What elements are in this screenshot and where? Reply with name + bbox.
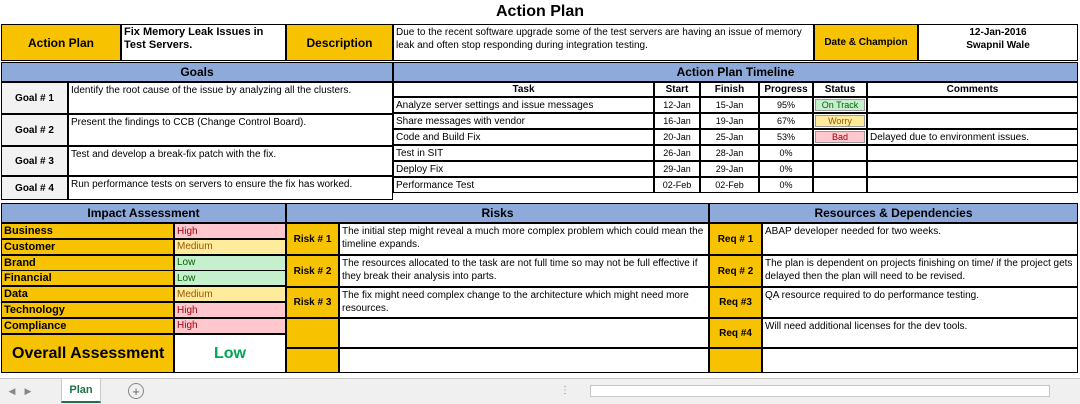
impact-area: Business [1,223,174,239]
start-cell[interactable]: 12-Jan [654,97,700,113]
task-cell[interactable]: Share messages with vendor [393,113,654,129]
task-cell[interactable]: Code and Build Fix [393,129,654,145]
requirement-label [709,348,762,373]
goal-text[interactable]: Run performance tests on servers to ensure the fix has worked. [68,176,393,200]
goal-text[interactable]: Test and develop a break-fix patch with the fix. [68,146,393,176]
champion-text: Swapnil Wale [966,40,1030,51]
date-champion-label: Date & Champion [814,24,918,61]
horizontal-scrollbar[interactable] [590,385,1050,397]
comment-cell[interactable]: Delayed due to environment issues. [867,129,1078,145]
title-text: Action Plan [495,3,584,20]
comment-cell[interactable] [867,145,1078,161]
goal-text[interactable]: Identify the root cause of the issue by analyzing all the clusters. [68,82,393,114]
add-sheet-icon[interactable]: + [128,383,144,399]
goal-text[interactable]: Present the findings to CCB (Change Control Board). [68,114,393,146]
description-value[interactable]: Due to the recent software upgrade some of the test servers are having an issue of memory leak and often stop responding during integration testing. [393,24,814,61]
date-text: 12-Jan-2016 [969,27,1027,38]
impact-level[interactable]: High [174,302,286,318]
description-label: Description [286,24,393,61]
impact-area: Brand [1,255,174,271]
timeline-header: Action Plan Timeline [393,62,1078,82]
task-cell[interactable]: Performance Test [393,177,654,193]
risks-header: Risks [286,203,709,223]
comment-cell[interactable] [867,113,1078,129]
start-cell[interactable]: 20-Jan [654,129,700,145]
impact-area: Compliance [1,318,174,334]
start-cell[interactable]: 16-Jan [654,113,700,129]
date-champion-value[interactable] [918,24,1078,61]
task-cell[interactable]: Test in SIT [393,145,654,161]
comment-cell[interactable] [867,97,1078,113]
column-header-progress: Progress [759,82,813,97]
requirement-text[interactable]: Will need additional licenses for the dev tools. [762,318,1078,348]
start-cell[interactable]: 29-Jan [654,161,700,177]
requirement-text[interactable] [762,348,1078,373]
requirement-label: Req # 2 [709,255,762,287]
risk-label [286,348,339,373]
finish-cell[interactable]: 15-Jan [700,97,759,113]
requirement-text[interactable]: The plan is dependent on projects finishing on time/ if the project gets delayed then the plan will need to be revised. [762,255,1078,287]
sheet-tab-plan[interactable]: Plan [61,379,101,403]
risk-text[interactable]: The resources allocated to the task are not full time so may not be full effective if they break their analysis into parts. [339,255,709,287]
goal-label: Goal # 3 [1,146,68,176]
status-badge: Worry [815,115,865,127]
scroll-left-icon[interactable]: ◀ [8,385,16,396]
requirement-label: Req # 1 [709,223,762,255]
risk-label: Risk # 3 [286,287,339,318]
status-cell[interactable] [813,161,867,177]
comment-cell[interactable] [867,177,1078,193]
impact-level[interactable]: High [174,318,286,334]
risk-label [286,318,339,348]
progress-cell[interactable]: 67% [759,113,813,129]
progress-cell[interactable]: 0% [759,145,813,161]
finish-cell[interactable]: 02-Feb [700,177,759,193]
status-badge: On Track [815,99,865,111]
scroll-right-icon[interactable]: ▶ [24,385,32,396]
column-header-comments: Comments [867,82,1078,97]
finish-cell[interactable]: 19-Jan [700,113,759,129]
risk-text[interactable]: The fix might need complex change to the architecture which might need more resources. [339,287,709,318]
impact-area: Data [1,286,174,302]
finish-cell[interactable]: 29-Jan [700,161,759,177]
impact-level[interactable]: Low [174,270,286,286]
start-cell[interactable]: 02-Feb [654,177,700,193]
status-badge: Bad [815,131,865,143]
status-cell[interactable] [813,177,867,193]
column-header-start: Start [654,82,700,97]
risk-text[interactable] [339,348,709,373]
impact-header: Impact Assessment [1,203,286,223]
status-cell[interactable] [813,145,867,161]
impact-level[interactable]: Medium [174,286,286,302]
action-plan-value[interactable]: Fix Memory Leak Issues in Test Servers. [121,24,286,61]
progress-cell[interactable]: 0% [759,177,813,193]
column-header-status: Status [813,82,867,97]
progress-cell[interactable]: 0% [759,161,813,177]
resources-header: Resources & Dependencies [709,203,1078,223]
more-options-icon[interactable]: ⋮ [560,385,570,396]
risk-text[interactable] [339,318,709,348]
requirement-text[interactable]: ABAP developer needed for two weeks. [762,223,1078,255]
goal-label: Goal # 2 [1,114,68,146]
sheet-tab-bar [0,378,1080,404]
overall-assessment-label: Overall Assessment [1,334,174,373]
impact-level[interactable]: Low [174,255,286,271]
goals-header: Goals [1,62,393,82]
column-header-finish: Finish [700,82,759,97]
impact-level[interactable]: Medium [174,239,286,255]
impact-area: Technology [1,302,174,318]
requirement-label: Req #4 [709,318,762,348]
risk-text[interactable]: The initial step might reveal a much more complex problem which could mean the timeline expands. [339,223,709,255]
overall-assessment-value[interactable]: Low [174,334,286,373]
page-title [0,0,1080,24]
goal-label: Goal # 4 [1,176,68,200]
goal-label: Goal # 1 [1,82,68,114]
risk-label: Risk # 1 [286,223,339,255]
column-header-task: Task [393,82,654,97]
finish-cell[interactable]: 25-Jan [700,129,759,145]
requirement-text[interactable]: QA resource required to do performance testing. [762,287,1078,318]
finish-cell[interactable]: 28-Jan [700,145,759,161]
action-plan-label: Action Plan [1,24,121,61]
progress-cell[interactable]: 53% [759,129,813,145]
impact-area: Customer [1,239,174,255]
task-cell[interactable]: Deploy Fix [393,161,654,177]
impact-area: Financial [1,270,174,286]
task-cell[interactable]: Analyze server settings and issue messages [393,97,654,113]
requirement-label: Req #3 [709,287,762,318]
progress-cell[interactable]: 95% [759,97,813,113]
impact-level[interactable]: High [174,223,286,239]
start-cell[interactable]: 26-Jan [654,145,700,161]
comment-cell[interactable] [867,161,1078,177]
risk-label: Risk # 2 [286,255,339,287]
